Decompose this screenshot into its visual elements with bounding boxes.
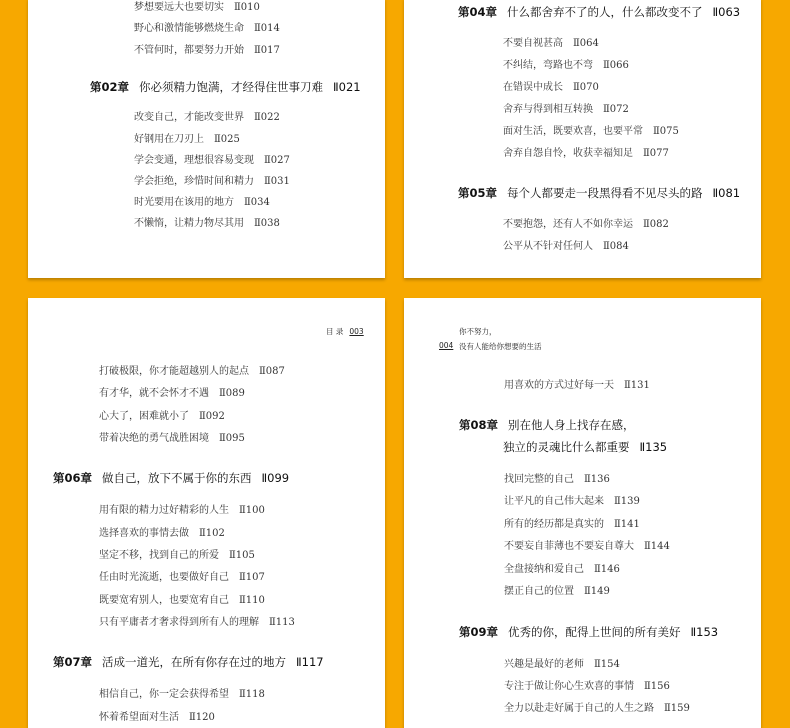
toc-item: 不要自视甚高 Ⅱ064: [503, 38, 599, 49]
toc-item: 找回完整的自己 Ⅱ136: [504, 474, 610, 485]
toc-item: 不懒惰，让精力物尽其用 Ⅱ038: [134, 218, 280, 229]
toc-item: 专注于做让你心生欢喜的事情 Ⅱ156: [504, 681, 670, 692]
page-folio: 003: [349, 327, 364, 336]
toc-item: 带着决绝的勇气战胜困境 Ⅱ095: [99, 433, 245, 444]
toc-item: 面对生活，既要欢喜，也要平常 Ⅱ075: [503, 126, 679, 137]
toc-item: 有才华，就不会怀才不遇 Ⅱ089: [99, 388, 245, 399]
toc-item: 不纠结，弯路也不弯 Ⅱ066: [503, 60, 629, 71]
toc-item: 在错误中成长 Ⅱ070: [503, 82, 599, 93]
toc-item: 用喜欢的方式过好每一天 Ⅱ131: [504, 380, 650, 391]
toc-item: 野心和激情能够燃烧生命 Ⅱ014: [134, 23, 280, 34]
toc-item: 不要抱怨，还有人不如你幸运 Ⅱ082: [503, 219, 669, 230]
toc-item: 心大了，困难就小了 Ⅱ092: [99, 411, 225, 422]
toc-item: 相信自己，你一定会获得希望 Ⅱ118: [99, 689, 265, 700]
running-header-line1: 你不努力，: [459, 327, 497, 336]
toc-item: 公平从不针对任何人 Ⅱ084: [503, 241, 629, 252]
toc-item: 坚定不移，找到自己的所爱 Ⅱ105: [99, 550, 255, 561]
toc-item: 所有的经历都是真实的 Ⅱ141: [504, 519, 640, 530]
chapter-heading-08-line2: 独立的灵魂比什么都重要 Ⅱ135: [503, 440, 668, 454]
chapter-heading-02: 第02章 你必须精力饱满，才经得住世事刀难 Ⅱ021: [90, 80, 361, 94]
toc-item: 打破极限，你才能超越别人的起点 Ⅱ087: [99, 366, 285, 377]
toc-item: 全力以赴走好属于自己的人生之路 Ⅱ159: [504, 703, 690, 714]
toc-item: 学会拒绝，珍惜时间和精力 Ⅱ031: [134, 176, 290, 187]
toc-page-top-right: [404, 0, 761, 278]
chapter-heading-06: 第06章 做自己，放下不属于你的东西 Ⅱ099: [53, 471, 290, 485]
toc-item: 用有限的精力过好精彩的人生 Ⅱ100: [99, 505, 265, 516]
running-header: 目 录 003: [326, 327, 364, 336]
chapter-heading-04: 第04章 什么都舍弃不了的人，什么都改变不了 Ⅱ063: [458, 5, 741, 19]
toc-item: 选择喜欢的事情去做 Ⅱ102: [99, 528, 225, 539]
chapter-heading-08: 第08章 别在他人身上找存在感，: [459, 418, 635, 432]
running-header-line2: 没有人能给你想要的生活: [459, 342, 542, 351]
toc-item: 不要妄自菲薄也不要妄自尊大 Ⅱ144: [504, 541, 670, 552]
toc-item: 舍弃自怨自怜，收获幸福知足 Ⅱ077: [503, 148, 669, 159]
toc-item: 怀着希望面对生活 Ⅱ120: [99, 712, 215, 723]
toc-page-top-left: [28, 0, 385, 278]
chapter-heading-07: 第07章 活成一道光，在所有你存在过的地方 Ⅱ117: [53, 655, 324, 669]
toc-page-bottom-right: [404, 298, 761, 728]
toc-item: 摆正自己的位置 Ⅱ149: [504, 586, 610, 597]
chapter-heading-05: 第05章 每个人都要走一段黑得看不见尽头的路 Ⅱ081: [458, 186, 741, 200]
toc-item: 只有平庸者才奢求得到所有人的理解 Ⅱ113: [99, 617, 295, 628]
toc-item: 全盘接纳和爱自己 Ⅱ146: [504, 564, 620, 575]
toc-item: 让平凡的自己伟大起来 Ⅱ139: [504, 496, 640, 507]
toc-item: 改变自己，才能改变世界 Ⅱ022: [134, 112, 280, 123]
chapter-heading-09: 第09章 优秀的你，配得上世间的所有美好 Ⅱ153: [459, 625, 719, 639]
toc-page-bottom-left: [28, 298, 385, 728]
toc-item: 既要宽宥别人，也要宽宥自己 Ⅱ110: [99, 595, 265, 606]
toc-item: 时光要用在该用的地方 Ⅱ034: [134, 197, 270, 208]
toc-item: 不管何时，都要努力开始 Ⅱ017: [134, 45, 280, 56]
toc-item: 兴趣是最好的老师 Ⅱ154: [504, 659, 620, 670]
toc-item: 舍弃与得到相互转换 Ⅱ072: [503, 104, 629, 115]
toc-item: 好钢用在刀刃上 Ⅱ025: [134, 134, 240, 145]
toc-item: 学会变通，理想很容易变现 Ⅱ027: [134, 155, 290, 166]
page-folio: 004: [439, 341, 454, 350]
toc-item: 任由时光流逝，也要做好自己 Ⅱ107: [99, 572, 265, 583]
toc-item: 梦想要远大也要切实 Ⅱ010: [134, 2, 260, 13]
